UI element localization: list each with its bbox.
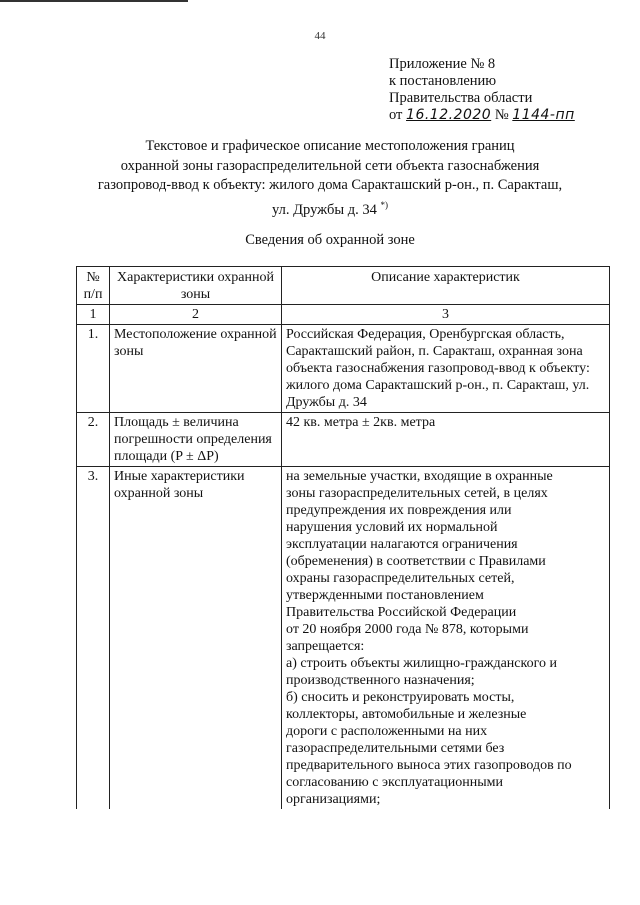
header-description: Описание характеристик [282,267,610,305]
row-characteristic: Иные характеристики охранной зоны [110,467,282,810]
column-number-row [77,305,610,325]
row-description: 42 кв. метра ± 2кв. метра [282,413,610,467]
header-number: № п/п [77,267,110,305]
column-number-3: 3 [282,305,610,325]
description-line: нарушения условий их нормальной [286,520,498,535]
description-line: утвержденными постановлением [286,588,484,603]
description-line: предварительного выноса этих газопроводов по [286,758,572,773]
header-characteristic: Характеристики охранной зоны [110,267,282,305]
description-line: производственного назначения; [286,673,475,688]
description-line: (обременения) в соответствии с Правилами [286,554,546,569]
appendix-no: № [494,107,509,123]
description-line: охраны газораспределительных сетей, [286,571,515,586]
row-number: 1. [77,325,110,413]
appendix-line-2: к постановлению [389,73,497,89]
title-line-3: газопровод-ввод к объекту: жилого дома Саракташский р-он., п. Саракташ, [97,177,563,193]
table-header-row [77,267,610,305]
table-row [77,325,610,413]
description-line: б) сносить и реконструировать мосты, [286,690,515,705]
description-line: коллекторы, автомобильные и железные [286,707,527,722]
section-subtitle: Сведения об охранной зоне [245,232,415,248]
row-characteristic: Площадь ± величина погрешности определения площади (P ± ΔP) [110,413,282,467]
description-line: организациями; [286,792,381,807]
appendix-line-3: Правительства области [389,90,533,106]
description-line: запрещается: [286,639,365,654]
table-row [77,413,610,467]
appendix-block [389,56,575,124]
description-line: зоны газораспределительных сетей, в целях [286,486,548,501]
table-row [77,467,610,810]
row-description: Российская Федерация, Оренбургская область, Саракташский район, п. Саракташ, охранная зона объекта газоснабжения газопровод-ввод к объекту: жилого дома Саракташский р-он., п. Саракташ, ул. Дружбы д. 34 [282,325,610,413]
row-characteristic: Местоположение охранной зоны [110,325,282,413]
description-line: дороги с расположенными на них [286,724,488,739]
title-line-1: Текстовое и графическое описание местоположения границ [145,138,515,154]
title-address: ул. Дружбы д. 34 [272,201,377,218]
description-line: а) строить объекты жилищно-гражданского и [286,656,557,671]
appendix-date: 16.12.2020 [406,107,492,123]
top-divider-line [0,0,188,2]
description-line: на земельные участки, входящие в охранные [286,469,553,484]
description-line: газораспределительными сетями без [286,741,505,756]
row-description [282,467,610,810]
appendix-from: от [389,107,403,123]
column-number-1: 1 [77,305,110,325]
zone-info-table [76,266,610,809]
appendix-line-4 [389,107,575,124]
description-line: от 20 ноября 2000 года № 878, которыми [286,622,529,637]
document-title [60,137,600,220]
row-number: 3. [77,467,110,810]
description-line: эксплуатации налагаются ограничения [286,537,518,552]
page-number: 44 [314,30,326,42]
description-line: Правительства Российской Федерации [286,605,517,620]
description-line: согласованию с эксплуатационными [286,775,504,790]
row-number: 2. [77,413,110,467]
description-line: предупреждения их повреждения или [286,503,512,518]
title-line-2: охранной зоны газораспределительной сети объекта газоснабжения [120,157,540,174]
title-footnote: *) [380,199,388,210]
column-number-2: 2 [110,305,282,325]
appendix-line-1: Приложение № 8 [389,56,496,72]
title-line-4 [60,196,600,220]
appendix-number: 1144-пп [512,107,575,123]
